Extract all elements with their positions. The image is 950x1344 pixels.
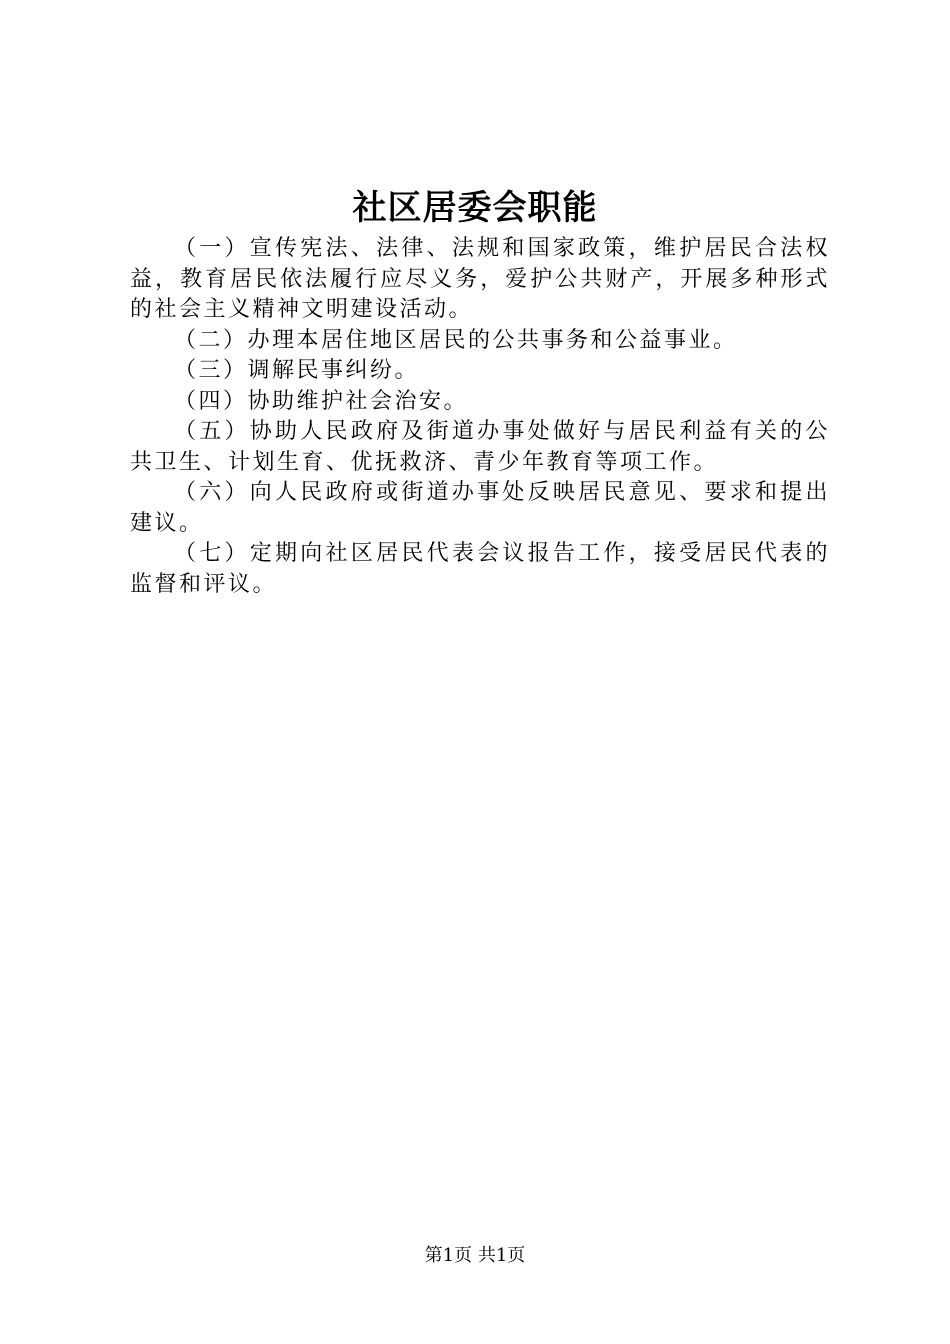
paragraph-3: （三）调解民事纠纷。 xyxy=(174,358,420,383)
document-body xyxy=(130,234,830,600)
paragraph-5: （五）协助人民政府及街道办事处做好与居民利益有关的公共卫生、计划生育、优抚救济、青少年教育等项工作。 xyxy=(130,419,830,475)
paragraph-7: （七）定期向社区居民代表会议报告工作，接受居民代表的监督和评议。 xyxy=(130,541,830,597)
page-footer: 第1页 共1页 xyxy=(424,1245,526,1266)
paragraph-4: （四）协助维护社会治安。 xyxy=(174,388,469,414)
paragraph-6: （六）向人民政府或街道办事处反映居民意见、要求和提出建议。 xyxy=(130,480,830,536)
paragraph-1: （一）宣传宪法、法律、法规和国家政策，维护居民合法权益，教育居民依法履行应尽义务，爱护公共财产，开展多种形式的社会主义精神文明建设活动。 xyxy=(130,236,830,322)
document-title: 社区居委会职能 xyxy=(352,188,598,228)
paragraph-2: （二）办理本居住地区居民的公共事务和公益事业。 xyxy=(174,327,738,353)
